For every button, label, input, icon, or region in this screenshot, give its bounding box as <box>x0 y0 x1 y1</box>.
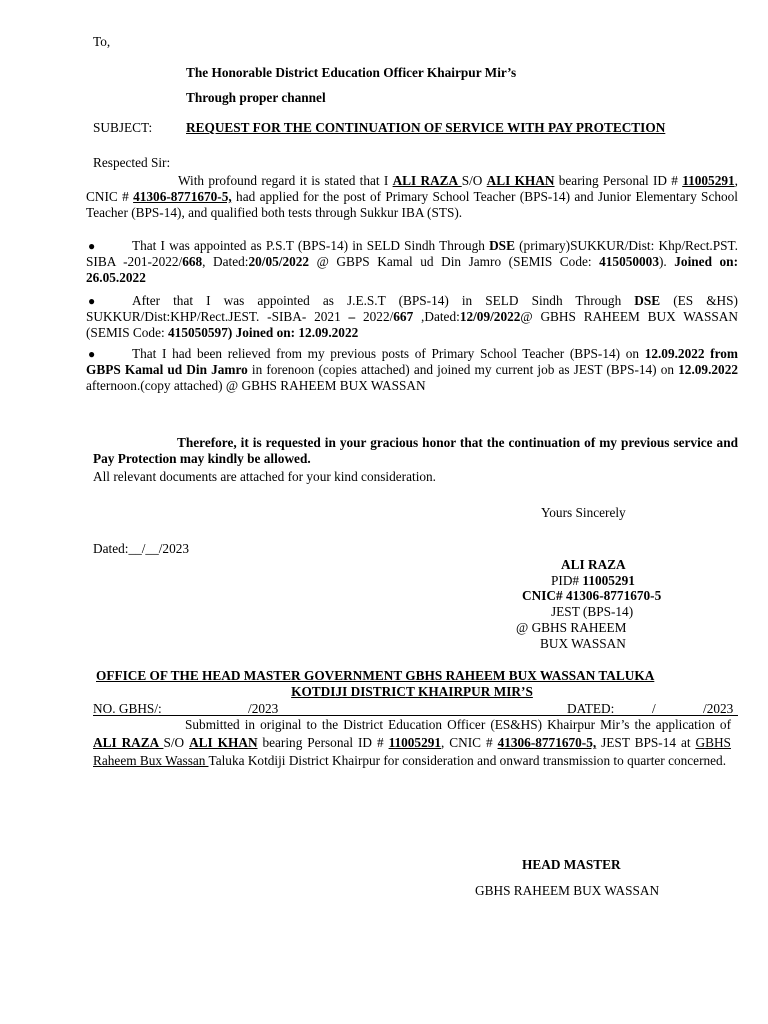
head-master-school: GBHS RAHEEM BUX WASSAN <box>475 883 660 898</box>
ref-number-year: /2023 <box>248 701 279 716</box>
signature-name: ALI RAZA <box>561 557 626 572</box>
to-line: To, <box>93 34 111 49</box>
addressee: The Honorable District Education Officer Khairpur Mir’s <box>186 65 517 80</box>
attached-note: All relevant documents are attached for your kind consideration. <box>93 469 437 484</box>
bullet-paragraph-1: That I was appointed as P.S.T (BPS-14) in SELD Sindh Through DSE (primary)SUKKUR/Dist: Khp/Rect.PST. SIBA -201-2022/668, Dated:20/05/2022 @ GBPS Kamal ud Din Jamro (SEMIS Code: 415050003). Joined on: 26.05.2022 <box>86 238 738 285</box>
bullet-icon: ● <box>88 239 96 253</box>
ref-number-label: NO. GBHS/: <box>93 701 162 716</box>
bullet-icon: ● <box>88 294 96 308</box>
signature-cnic: CNIC# 41306-8771670-5 <box>522 588 662 603</box>
ref-dated-slash: / <box>652 701 656 716</box>
through-channel: Through proper channel <box>186 90 326 105</box>
applicant-name: ALI RAZA <box>392 173 462 188</box>
signature-school-1: @ GBHS RAHEEM <box>516 620 627 635</box>
salutation: Respected Sir: <box>93 155 171 170</box>
endorsement-paragraph: Submitted in original to the District Education Officer (ES&HS) Khairpur Mir’s the application of ALI RAZA S/O ALI KHAN bearing Personal ID # 11005291, CNIC # 41306-8771670-5, JEST BPS-14 at GBHS Raheem Bux Wassan Taluka Kotdiji District Khairpur for consideration and onward transmission to quarter concerned. <box>93 717 731 768</box>
office-heading-2: KOTDIJI DISTRICT KHAIRPUR MIR’S <box>291 684 533 699</box>
cnic-number: 41306-8771670-5, <box>133 189 232 204</box>
bullet-paragraph-3: That I had been relieved from my previous posts of Primary School Teacher (BPS-14) on 12.09.2022 from GBPS Kamal ud Din Jamro in forenoon (copies attached) and joined my current job as JEST (BPS-14) on 12.09.2022 afternoon.(copy attached) @ GBHS RAHEEM BUX WASSAN <box>86 346 738 393</box>
signature-pid: PID# 11005291 <box>551 573 635 588</box>
office-heading-1: OFFICE OF THE HEAD MASTER GOVERNMENT GBHS RAHEEM BUX WASSAN TALUKA <box>96 668 655 683</box>
signature-school-2: BUX WASSAN <box>540 636 626 651</box>
ref-dated-label: DATED: <box>567 701 615 716</box>
ref-dated-year: /2023 <box>703 701 734 716</box>
personal-id: 11005291 <box>682 173 735 188</box>
bullet-paragraph-2: After that I was appointed as J.E.S.T (BPS-14) in SELD Sindh Through DSE (ES &HS) SUKKUR/Dist:KHP/Rect.JEST. -SIBA- 2021 – 2022/667 ,Dated:12/09/2022@ GBHS RAHEEM BUX WASSAN (SEMIS Code: 415050597) Joined on: 12.09.2022 <box>86 293 738 340</box>
head-master-title: HEAD MASTER <box>522 857 621 872</box>
subject-label: SUBJECT: <box>93 120 153 135</box>
dated-line: Dated:__/__/2023 <box>93 541 190 556</box>
subject-text: REQUEST FOR THE CONTINUATION OF SERVICE WITH PAY PROTECTION <box>186 120 666 135</box>
closing: Yours Sincerely <box>541 505 626 520</box>
bullet-icon: ● <box>88 347 96 361</box>
request-paragraph: Therefore, it is requested in your gracious honor that the continuation of my previous service and Pay Protection may kindly be allowed. <box>93 435 738 466</box>
father-name: ALI KHAN <box>486 173 555 188</box>
signature-post: JEST (BPS-14) <box>551 604 634 619</box>
intro-paragraph: With profound regard it is stated that I ALI RAZA S/O ALI KHAN bearing Personal ID # 11005291, CNIC # 41306-8771670-5, had applied for the post of Primary School Teacher (BPS-14) and Junior Elementary School Teacher (BPS-14), and qualified both tests through Sukkur IBA (STS). <box>86 173 738 220</box>
